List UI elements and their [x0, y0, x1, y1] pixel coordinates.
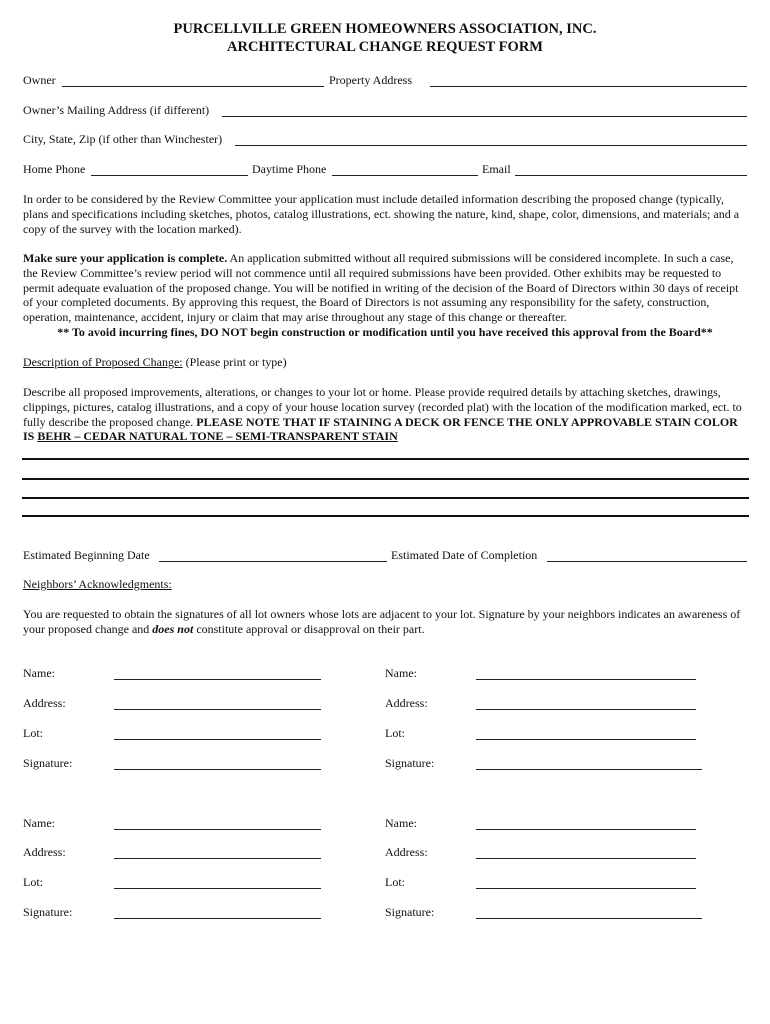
- neighbor3-name-label: Name:: [23, 816, 55, 830]
- city-state-zip-label: City, State, Zip (if other than Winchester): [23, 132, 223, 146]
- completion-date-label: Estimated Date of Completion: [391, 548, 538, 562]
- neighbors-paragraph: [23, 607, 747, 637]
- neighbor4-address-field[interactable]: [476, 858, 696, 859]
- owner-field[interactable]: [62, 86, 324, 87]
- neighbor1-signature-field[interactable]: [114, 769, 321, 770]
- neighbor4-lot-label: Lot:: [385, 875, 405, 889]
- neighbor3-name-field[interactable]: [114, 829, 321, 830]
- form-title-line1: PURCELLVILLE GREEN HOMEOWNERS ASSOCIATION, INC.: [173, 21, 597, 37]
- neighbor2-lot-label: Lot:: [385, 726, 405, 740]
- mailing-address-label: Owner’s Mailing Address (if different): [23, 103, 210, 117]
- neighbor1-signature-label: Signature:: [23, 756, 73, 770]
- neighbor2-signature-field[interactable]: [476, 769, 702, 770]
- daytime-phone-label: Daytime Phone: [252, 162, 327, 176]
- home-phone-field[interactable]: [91, 175, 248, 176]
- description-heading: [23, 355, 287, 370]
- form-title-line2: ARCHITECTURAL CHANGE REQUEST FORM: [227, 39, 543, 55]
- neighbor1-lot-field[interactable]: [114, 739, 321, 740]
- neighbor3-signature-field[interactable]: [114, 918, 321, 919]
- neighbor3-lot-label: Lot:: [23, 875, 43, 889]
- neighbor2-signature-label: Signature:: [385, 756, 435, 770]
- daytime-phone-field[interactable]: [332, 175, 478, 176]
- neighbor3-lot-field[interactable]: [114, 888, 321, 889]
- beginning-date-label: Estimated Beginning Date: [23, 548, 150, 562]
- description-text: Describe all proposed improvements, alterations, or changes to your lot or home. Please provide required details by attaching sketches, drawings, clippings, pictures, catalog illustrations, and a copy of your house location survey (recorded plat) with the location of the modification marked, ect. to fully describe the proposed change.: [23, 385, 742, 429]
- neighbor4-lot-field[interactable]: [476, 888, 696, 889]
- neighbor1-lot-label: Lot:: [23, 726, 43, 740]
- beginning-date-field[interactable]: [159, 561, 387, 562]
- city-state-zip-field[interactable]: [235, 145, 747, 146]
- neighbor4-name-field[interactable]: [476, 829, 696, 830]
- neighbors-text-before: You are requested to obtain the signatures of all lot owners whose lots are adjacent to your lot. Signature by your neighbors indicates an awareness of your proposed change and: [23, 607, 741, 636]
- neighbor2-name-field[interactable]: [476, 679, 696, 680]
- neighbor1-name-field[interactable]: [114, 679, 321, 680]
- neighbor3-address-field[interactable]: [114, 858, 321, 859]
- description-heading-note: (Please print or type): [182, 355, 287, 369]
- neighbor3-signature-label: Signature:: [23, 905, 73, 919]
- description-line-1[interactable]: [22, 458, 749, 460]
- neighbor4-name-label: Name:: [385, 816, 417, 830]
- neighbor1-address-label: Address:: [23, 696, 66, 710]
- neighbor4-signature-field[interactable]: [476, 918, 702, 919]
- stain-notice: PLEASE NOTE THAT IF STAINING A DECK OR FENCE THE ONLY APPROVABLE STAIN COLOR IS: [23, 414, 738, 444]
- neighbor2-lot-field[interactable]: [476, 739, 696, 740]
- intro-paragraph: In order to be considered by the Review Committee your application must include detailed information describing the proposed change (typically, plans and specifications including sketches, photos, catalog illustrations, ect. showing the nature, kind, shape, color, dimensions, and materials; and a copy of the survey with the location marked).: [23, 192, 740, 236]
- neighbor2-name-label: Name:: [385, 666, 417, 680]
- description-line-4[interactable]: [22, 515, 749, 517]
- neighbor4-address-label: Address:: [385, 845, 428, 859]
- neighbor1-name-label: Name:: [23, 666, 55, 680]
- mailing-address-field[interactable]: [222, 116, 747, 117]
- email-field[interactable]: [515, 175, 747, 176]
- neighbor4-signature-label: Signature:: [385, 905, 435, 919]
- email-label: Email: [482, 162, 511, 176]
- neighbor3-address-label: Address:: [23, 845, 66, 859]
- neighbors-heading: Neighbors’ Acknowledgments:: [23, 577, 172, 591]
- neighbor2-address-field[interactable]: [476, 709, 696, 710]
- description-paragraph: [23, 385, 747, 444]
- description-heading-label: Description of Proposed Change:: [23, 355, 183, 369]
- description-line-2[interactable]: [22, 478, 749, 480]
- stain-color: BEHR – CEDAR NATURAL TONE – SEMI-TRANSPARENT STAIN: [37, 429, 398, 444]
- complete-paragraph: [23, 251, 747, 325]
- description-line-3[interactable]: [22, 497, 749, 499]
- neighbor2-address-label: Address:: [385, 696, 428, 710]
- neighbors-emphasis: does not: [152, 621, 194, 636]
- neighbors-text-after: constitute approval or disapproval on their part.: [193, 621, 425, 636]
- fines-warning: ** To avoid incurring fines, DO NOT begin construction or modification until you have received this approval from the Board**: [57, 325, 713, 339]
- home-phone-label: Home Phone: [23, 162, 86, 176]
- property-address-label: Property Address: [329, 73, 412, 87]
- complete-text: An application submitted without all required submissions will be considered incomplete. In such a case, the Review Committee’s review period will not commence until all required submissions have been provided. Other exhibits may be requested to permit adequate evaluation of the proposed change. You will be notified in writing of the decision of the Board of Directors within 30 days of receipt of your completed documents. By approving this request, the Board of Directors is not assuming any responsibility for the safety, construction, operation, maintenance, accident, injury or claim that may arise throughout any stage of this change or thereafter.: [23, 251, 739, 325]
- completion-date-field[interactable]: [547, 561, 747, 562]
- complete-lead: Make sure your application is complete.: [23, 251, 228, 265]
- property-address-field[interactable]: [430, 86, 747, 87]
- neighbor1-address-field[interactable]: [114, 709, 321, 710]
- owner-label: Owner: [23, 73, 56, 87]
